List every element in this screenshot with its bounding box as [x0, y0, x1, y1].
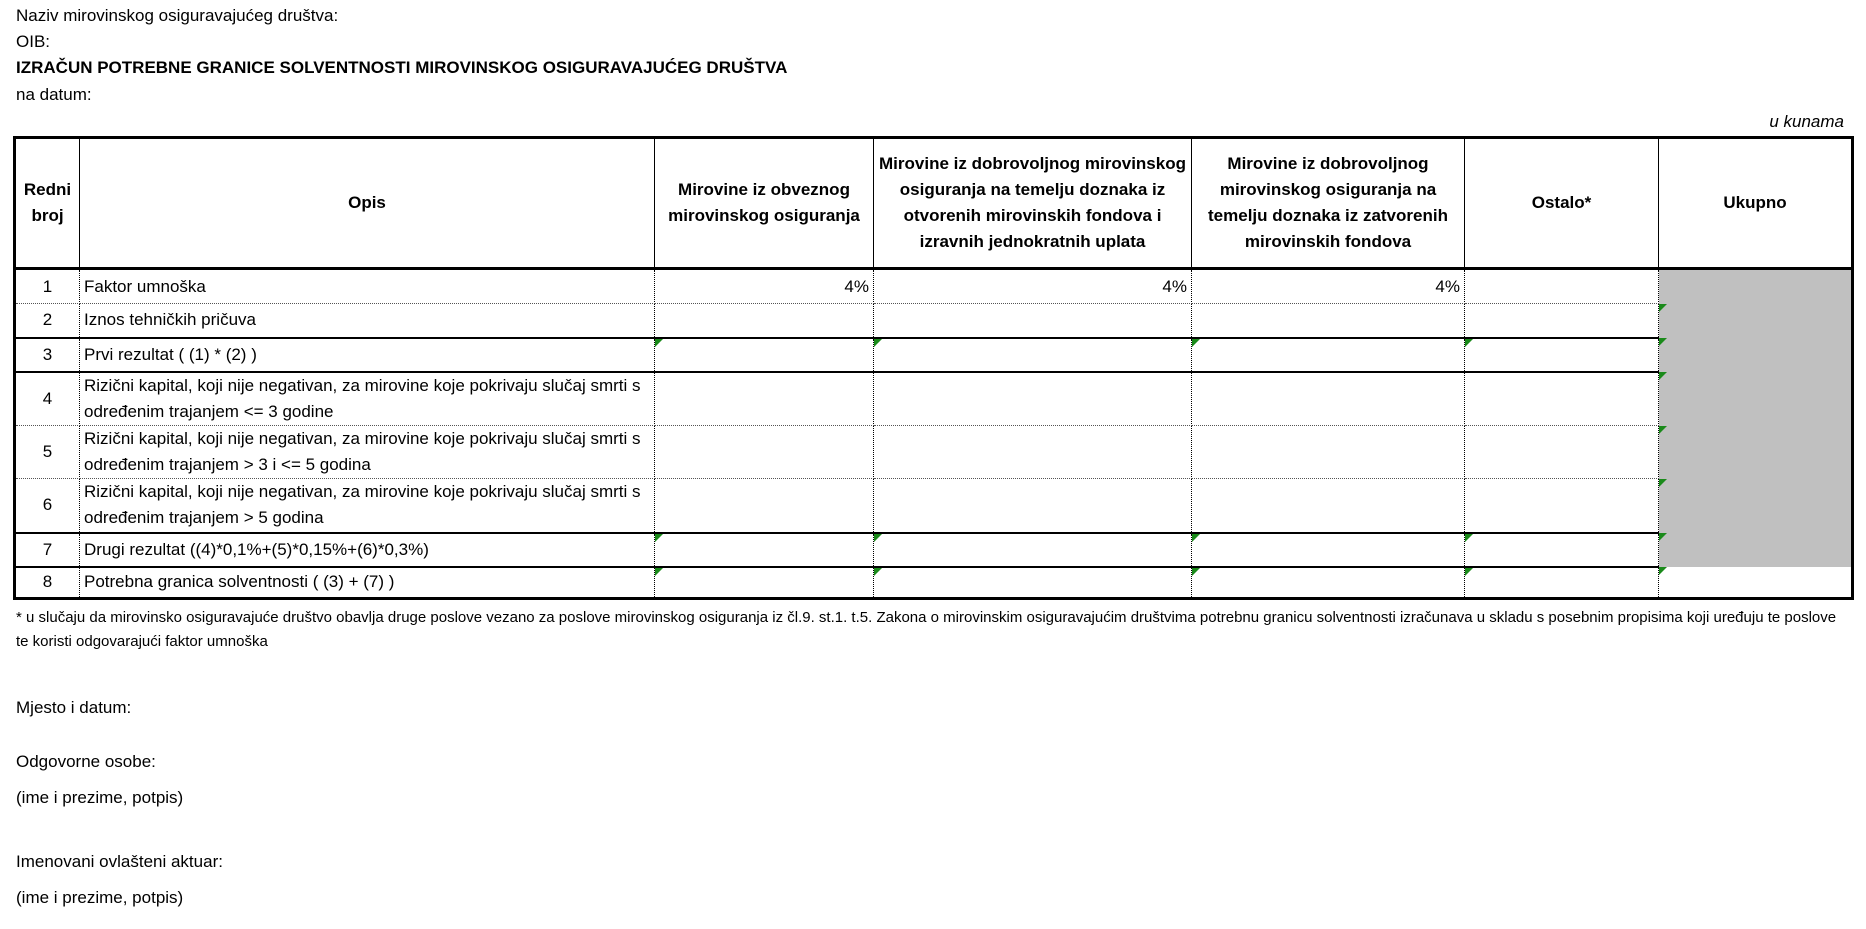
cell-total — [1659, 269, 1853, 304]
cell-mandatory[interactable] — [655, 479, 874, 533]
row-num: 8 — [15, 567, 80, 599]
cell-mandatory[interactable] — [655, 533, 874, 567]
col-header-voluntary-open: Mirovine iz dobrovoljnog mirovinskog osiguranja na temelju doznaka iz otvorenih mirovinskih fondova i izravnih jednokratnih uplata — [874, 138, 1192, 269]
actuary-label: Imenovani ovlašteni aktuar: — [16, 852, 223, 871]
name-signature-hint-1: (ime i prezime, potpis) — [16, 788, 184, 807]
cell-voluntary-open[interactable] — [874, 479, 1192, 533]
cell-total[interactable] — [1659, 567, 1853, 599]
row-desc: Drugi rezultat ((4)*0,1%+(5)*0,15%+(6)*0,3%) — [80, 533, 655, 567]
cell-voluntary-open[interactable] — [874, 372, 1192, 426]
solvency-table — [13, 136, 1854, 600]
cell-voluntary-open[interactable] — [874, 426, 1192, 479]
page-title: IZRAČUN POTREBNE GRANICE SOLVENTNOSTI MIROVINSKOG OSIGURAVAJUĆEG DRUŠTVA — [16, 58, 788, 77]
table-header-row — [15, 138, 1853, 269]
cell-mandatory[interactable] — [655, 338, 874, 372]
cell-voluntary-closed[interactable] — [1192, 338, 1465, 372]
row-desc: Rizični kapital, koji nije negativan, za mirovine koje pokrivaju slučaj smrti s određenim trajanjem > 3 i <= 5 godina — [80, 426, 655, 479]
cell-voluntary-open[interactable] — [874, 533, 1192, 567]
row-num: 1 — [15, 269, 80, 304]
table-row — [15, 304, 1853, 338]
cell-total — [1659, 479, 1853, 533]
cell-voluntary-closed[interactable]: 4% — [1192, 269, 1465, 304]
place-date-label: Mjesto i datum: — [16, 698, 132, 717]
col-header-mandatory: Mirovine iz obveznog mirovinskog osiguranja — [655, 138, 874, 269]
cell-other[interactable] — [1465, 372, 1659, 426]
cell-total — [1659, 426, 1853, 479]
table-row — [15, 269, 1853, 304]
cell-other[interactable] — [1465, 338, 1659, 372]
cell-voluntary-closed[interactable] — [1192, 567, 1465, 599]
cell-other[interactable] — [1465, 304, 1659, 338]
row-num: 5 — [15, 426, 80, 479]
table-row — [15, 338, 1853, 372]
cell-mandatory[interactable] — [655, 567, 874, 599]
cell-voluntary-open[interactable] — [874, 304, 1192, 338]
cell-voluntary-open[interactable] — [874, 338, 1192, 372]
cell-voluntary-closed[interactable] — [1192, 372, 1465, 426]
cell-voluntary-closed[interactable] — [1192, 426, 1465, 479]
cell-voluntary-open[interactable]: 4% — [874, 269, 1192, 304]
cell-mandatory[interactable] — [655, 426, 874, 479]
col-header-num: Redni broj — [15, 138, 80, 269]
row-num: 4 — [15, 372, 80, 426]
cell-total — [1659, 304, 1853, 338]
table-row — [15, 533, 1853, 567]
col-header-desc: Opis — [80, 138, 655, 269]
row-num: 2 — [15, 304, 80, 338]
row-num: 3 — [15, 338, 80, 372]
cell-voluntary-closed[interactable] — [1192, 479, 1465, 533]
row-desc: Rizični kapital, koji nije negativan, za mirovine koje pokrivaju slučaj smrti s određenim trajanjem > 5 godina — [80, 479, 655, 533]
row-num: 7 — [15, 533, 80, 567]
row-desc: Potrebna granica solventnosti ( (3) + (7) ) — [80, 567, 655, 599]
col-header-other: Ostalo* — [1465, 138, 1659, 269]
company-name-label: Naziv mirovinskog osiguravajućeg društva: — [16, 6, 339, 25]
cell-mandatory[interactable] — [655, 372, 874, 426]
cell-voluntary-open[interactable] — [874, 567, 1192, 599]
cell-voluntary-closed[interactable] — [1192, 304, 1465, 338]
cell-other[interactable] — [1465, 533, 1659, 567]
cell-voluntary-closed[interactable] — [1192, 533, 1465, 567]
table-row — [15, 567, 1853, 599]
cell-mandatory[interactable] — [655, 304, 874, 338]
cell-other[interactable] — [1465, 426, 1659, 479]
currency-note: u kunama — [1769, 112, 1844, 131]
cell-other[interactable] — [1465, 269, 1659, 304]
name-signature-hint-2: (ime i prezime, potpis) — [16, 888, 184, 907]
cell-other[interactable] — [1465, 567, 1659, 599]
cell-other[interactable] — [1465, 479, 1659, 533]
row-desc: Iznos tehničkih pričuva — [80, 304, 655, 338]
col-header-total: Ukupno — [1659, 138, 1853, 269]
table-row — [15, 479, 1853, 533]
table-row — [15, 426, 1853, 479]
cell-total — [1659, 338, 1853, 372]
row-num: 6 — [15, 479, 80, 533]
cell-total — [1659, 372, 1853, 426]
row-desc: Faktor umnoška — [80, 269, 655, 304]
row-desc: Rizični kapital, koji nije negativan, za mirovine koje pokrivaju slučaj smrti s određenim trajanjem <= 3 godine — [80, 372, 655, 426]
cell-total — [1659, 533, 1853, 567]
row-desc: Prvi rezultat ( (1) * (2) ) — [80, 338, 655, 372]
footnote: * u slučaju da mirovinsko osiguravajuće društvo obavlja druge poslove vezano za poslove mirovinskog osiguranja iz čl.9. st.1. t.5. Zakona o mirovinskim osiguravajućim društvima potrebnu granicu solventnosti izračunava u skladu s posebnim propisima koji uređuju te poslove te koristi odgovarajući faktor umnoška — [16, 609, 1837, 650]
oib-label: OIB: — [16, 32, 51, 51]
cell-mandatory[interactable]: 4% — [655, 269, 874, 304]
responsible-persons-label: Odgovorne osobe: — [16, 752, 156, 771]
col-header-voluntary-closed: Mirovine iz dobrovoljnog mirovinskog osiguranja na temelju doznaka iz zatvorenih mirovinskih fondova — [1192, 138, 1465, 269]
table-row — [15, 372, 1853, 426]
date-label: na datum: — [16, 85, 92, 104]
